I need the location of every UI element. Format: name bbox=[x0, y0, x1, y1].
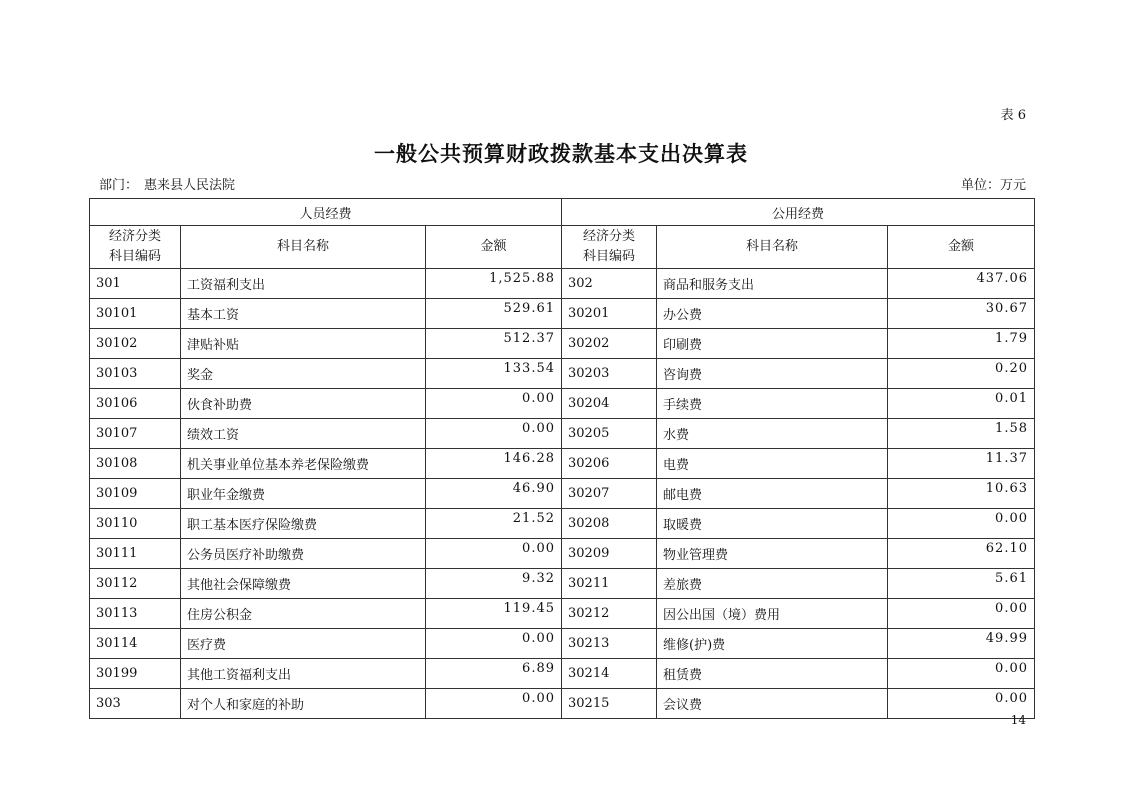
cell-left-code: 303 bbox=[90, 689, 181, 719]
header-code-right bbox=[562, 226, 657, 269]
table-row bbox=[90, 389, 1035, 419]
cell-left-code: 30109 bbox=[90, 479, 181, 509]
table-row bbox=[90, 479, 1035, 509]
cell-left-code: 30199 bbox=[90, 659, 181, 689]
cell-left-amount: 1,525.88 bbox=[426, 269, 562, 299]
cell-left-code: 30110 bbox=[90, 509, 181, 539]
cell-right-amount: 62.10 bbox=[888, 539, 1035, 569]
cell-right-name: 商品和服务支出 bbox=[657, 269, 888, 299]
cell-right-code: 30204 bbox=[562, 389, 657, 419]
cell-right-amount: 1.58 bbox=[888, 419, 1035, 449]
cell-right-code: 30201 bbox=[562, 299, 657, 329]
cell-left-amount: 146.28 bbox=[426, 449, 562, 479]
cell-left-code: 30101 bbox=[90, 299, 181, 329]
cell-right-code: 30209 bbox=[562, 539, 657, 569]
cell-left-name: 基本工资 bbox=[181, 299, 426, 329]
cell-left-name: 奖金 bbox=[181, 359, 426, 389]
cell-right-code: 30208 bbox=[562, 509, 657, 539]
cell-right-code: 30214 bbox=[562, 659, 657, 689]
cell-left-name: 住房公积金 bbox=[181, 599, 426, 629]
cell-left-code: 30107 bbox=[90, 419, 181, 449]
cell-left-name: 职工基本医疗保险缴费 bbox=[181, 509, 426, 539]
cell-right-amount: 10.63 bbox=[888, 479, 1035, 509]
table-row bbox=[90, 689, 1035, 719]
cell-right-code: 30212 bbox=[562, 599, 657, 629]
table-row bbox=[90, 449, 1035, 479]
table-row bbox=[90, 599, 1035, 629]
header-code-line1: 经济分类 bbox=[108, 229, 161, 244]
cell-left-amount: 0.00 bbox=[426, 689, 562, 719]
header-code-line2: 科目编码 bbox=[582, 249, 635, 264]
cell-left-name: 津贴补贴 bbox=[181, 329, 426, 359]
cell-left-name: 医疗费 bbox=[181, 629, 426, 659]
page-title: 一般公共预算财政拨款基本支出决算表 bbox=[374, 141, 748, 166]
cell-left-amount: 133.54 bbox=[426, 359, 562, 389]
department-name: 惠来县人民法院 bbox=[144, 178, 236, 193]
header-amount-right: 金额 bbox=[888, 226, 1035, 269]
cell-left-amount: 119.45 bbox=[426, 599, 562, 629]
table-row bbox=[90, 299, 1035, 329]
cell-left-code: 30103 bbox=[90, 359, 181, 389]
cell-left-code: 30111 bbox=[90, 539, 181, 569]
group-public: 公用经费 bbox=[562, 199, 1035, 226]
group-personnel: 人员经费 bbox=[90, 199, 562, 226]
cell-right-name: 差旅费 bbox=[657, 569, 888, 599]
cell-right-code: 30213 bbox=[562, 629, 657, 659]
table-row bbox=[90, 419, 1035, 449]
cell-right-name: 咨询费 bbox=[657, 359, 888, 389]
cell-right-amount: 30.67 bbox=[888, 299, 1035, 329]
cell-left-code: 30112 bbox=[90, 569, 181, 599]
cell-left-name: 职业年金缴费 bbox=[181, 479, 426, 509]
cell-right-code: 30211 bbox=[562, 569, 657, 599]
cell-left-amount: 9.32 bbox=[426, 569, 562, 599]
cell-right-name: 租赁费 bbox=[657, 659, 888, 689]
cell-left-code: 30114 bbox=[90, 629, 181, 659]
cell-left-amount: 0.00 bbox=[426, 389, 562, 419]
table-row bbox=[90, 659, 1035, 689]
header-code-line2: 科目编码 bbox=[108, 249, 161, 264]
cell-right-amount: 0.00 bbox=[888, 689, 1035, 719]
cell-right-name: 办公费 bbox=[657, 299, 888, 329]
table-row bbox=[90, 539, 1035, 569]
header-code-left bbox=[90, 226, 181, 269]
cell-left-code: 30108 bbox=[90, 449, 181, 479]
header-name-right: 科目名称 bbox=[657, 226, 888, 269]
header-amount-left: 金额 bbox=[426, 226, 562, 269]
group-header-row bbox=[90, 199, 1035, 226]
cell-left-amount: 6.89 bbox=[426, 659, 562, 689]
cell-left-name: 其他工资福利支出 bbox=[181, 659, 426, 689]
cell-right-name: 印刷费 bbox=[657, 329, 888, 359]
cell-right-code: 30206 bbox=[562, 449, 657, 479]
header-name-left: 科目名称 bbox=[181, 226, 426, 269]
table-row bbox=[90, 329, 1035, 359]
cell-right-amount: 49.99 bbox=[888, 629, 1035, 659]
cell-right-amount: 0.00 bbox=[888, 509, 1035, 539]
cell-left-name: 对个人和家庭的补助 bbox=[181, 689, 426, 719]
cell-right-amount: 0.00 bbox=[888, 599, 1035, 629]
cell-right-name: 电费 bbox=[657, 449, 888, 479]
column-header-row bbox=[90, 226, 1035, 269]
table-row bbox=[90, 509, 1035, 539]
cell-right-code: 30215 bbox=[562, 689, 657, 719]
cell-left-name: 伙食补助费 bbox=[181, 389, 426, 419]
cell-right-amount: 5.61 bbox=[888, 569, 1035, 599]
cell-right-name: 物业管理费 bbox=[657, 539, 888, 569]
cell-left-amount: 21.52 bbox=[426, 509, 562, 539]
cell-left-name: 工资福利支出 bbox=[181, 269, 426, 299]
cell-right-name: 水费 bbox=[657, 419, 888, 449]
table-row bbox=[90, 359, 1035, 389]
cell-left-code: 30113 bbox=[90, 599, 181, 629]
cell-right-amount: 11.37 bbox=[888, 449, 1035, 479]
cell-right-name: 因公出国（境）费用 bbox=[657, 599, 888, 629]
cell-right-name: 维修(护)费 bbox=[657, 629, 888, 659]
cell-right-name: 会议费 bbox=[657, 689, 888, 719]
cell-left-code: 30106 bbox=[90, 389, 181, 419]
cell-right-amount: 1.79 bbox=[888, 329, 1035, 359]
cell-right-code: 30203 bbox=[562, 359, 657, 389]
cell-right-code: 30207 bbox=[562, 479, 657, 509]
department-line bbox=[99, 174, 241, 193]
cell-left-amount: 0.00 bbox=[426, 419, 562, 449]
table-row bbox=[90, 569, 1035, 599]
header-code-line1: 经济分类 bbox=[582, 229, 635, 244]
cell-right-amount: 0.20 bbox=[888, 359, 1035, 389]
cell-right-code: 30202 bbox=[562, 329, 657, 359]
cell-left-name: 绩效工资 bbox=[181, 419, 426, 449]
cell-left-name: 公务员医疗补助缴费 bbox=[181, 539, 426, 569]
cell-left-amount: 512.37 bbox=[426, 329, 562, 359]
cell-left-code: 301 bbox=[90, 269, 181, 299]
cell-right-name: 手续费 bbox=[657, 389, 888, 419]
cell-left-amount: 46.90 bbox=[426, 479, 562, 509]
cell-right-amount: 0.00 bbox=[888, 659, 1035, 689]
cell-left-code: 30102 bbox=[90, 329, 181, 359]
cell-left-name: 机关事业单位基本养老保险缴费 bbox=[181, 449, 426, 479]
cell-right-amount: 0.01 bbox=[888, 389, 1035, 419]
table-row bbox=[90, 269, 1035, 299]
cell-right-name: 邮电费 bbox=[657, 479, 888, 509]
cell-left-amount: 0.00 bbox=[426, 539, 562, 569]
cell-right-code: 302 bbox=[562, 269, 657, 299]
table-row bbox=[90, 629, 1035, 659]
table-number: 表 6 bbox=[1000, 108, 1026, 123]
page-number: 14 bbox=[1010, 713, 1026, 727]
cell-left-amount: 529.61 bbox=[426, 299, 562, 329]
unit-label: 单位：万元 bbox=[960, 178, 1026, 193]
cell-right-name: 取暖费 bbox=[657, 509, 888, 539]
expenditure-table bbox=[89, 198, 1035, 719]
cell-right-amount: 437.06 bbox=[888, 269, 1035, 299]
department-label: 部门： bbox=[99, 178, 139, 193]
cell-left-name: 其他社会保障缴费 bbox=[181, 569, 426, 599]
cell-right-code: 30205 bbox=[562, 419, 657, 449]
cell-left-amount: 0.00 bbox=[426, 629, 562, 659]
